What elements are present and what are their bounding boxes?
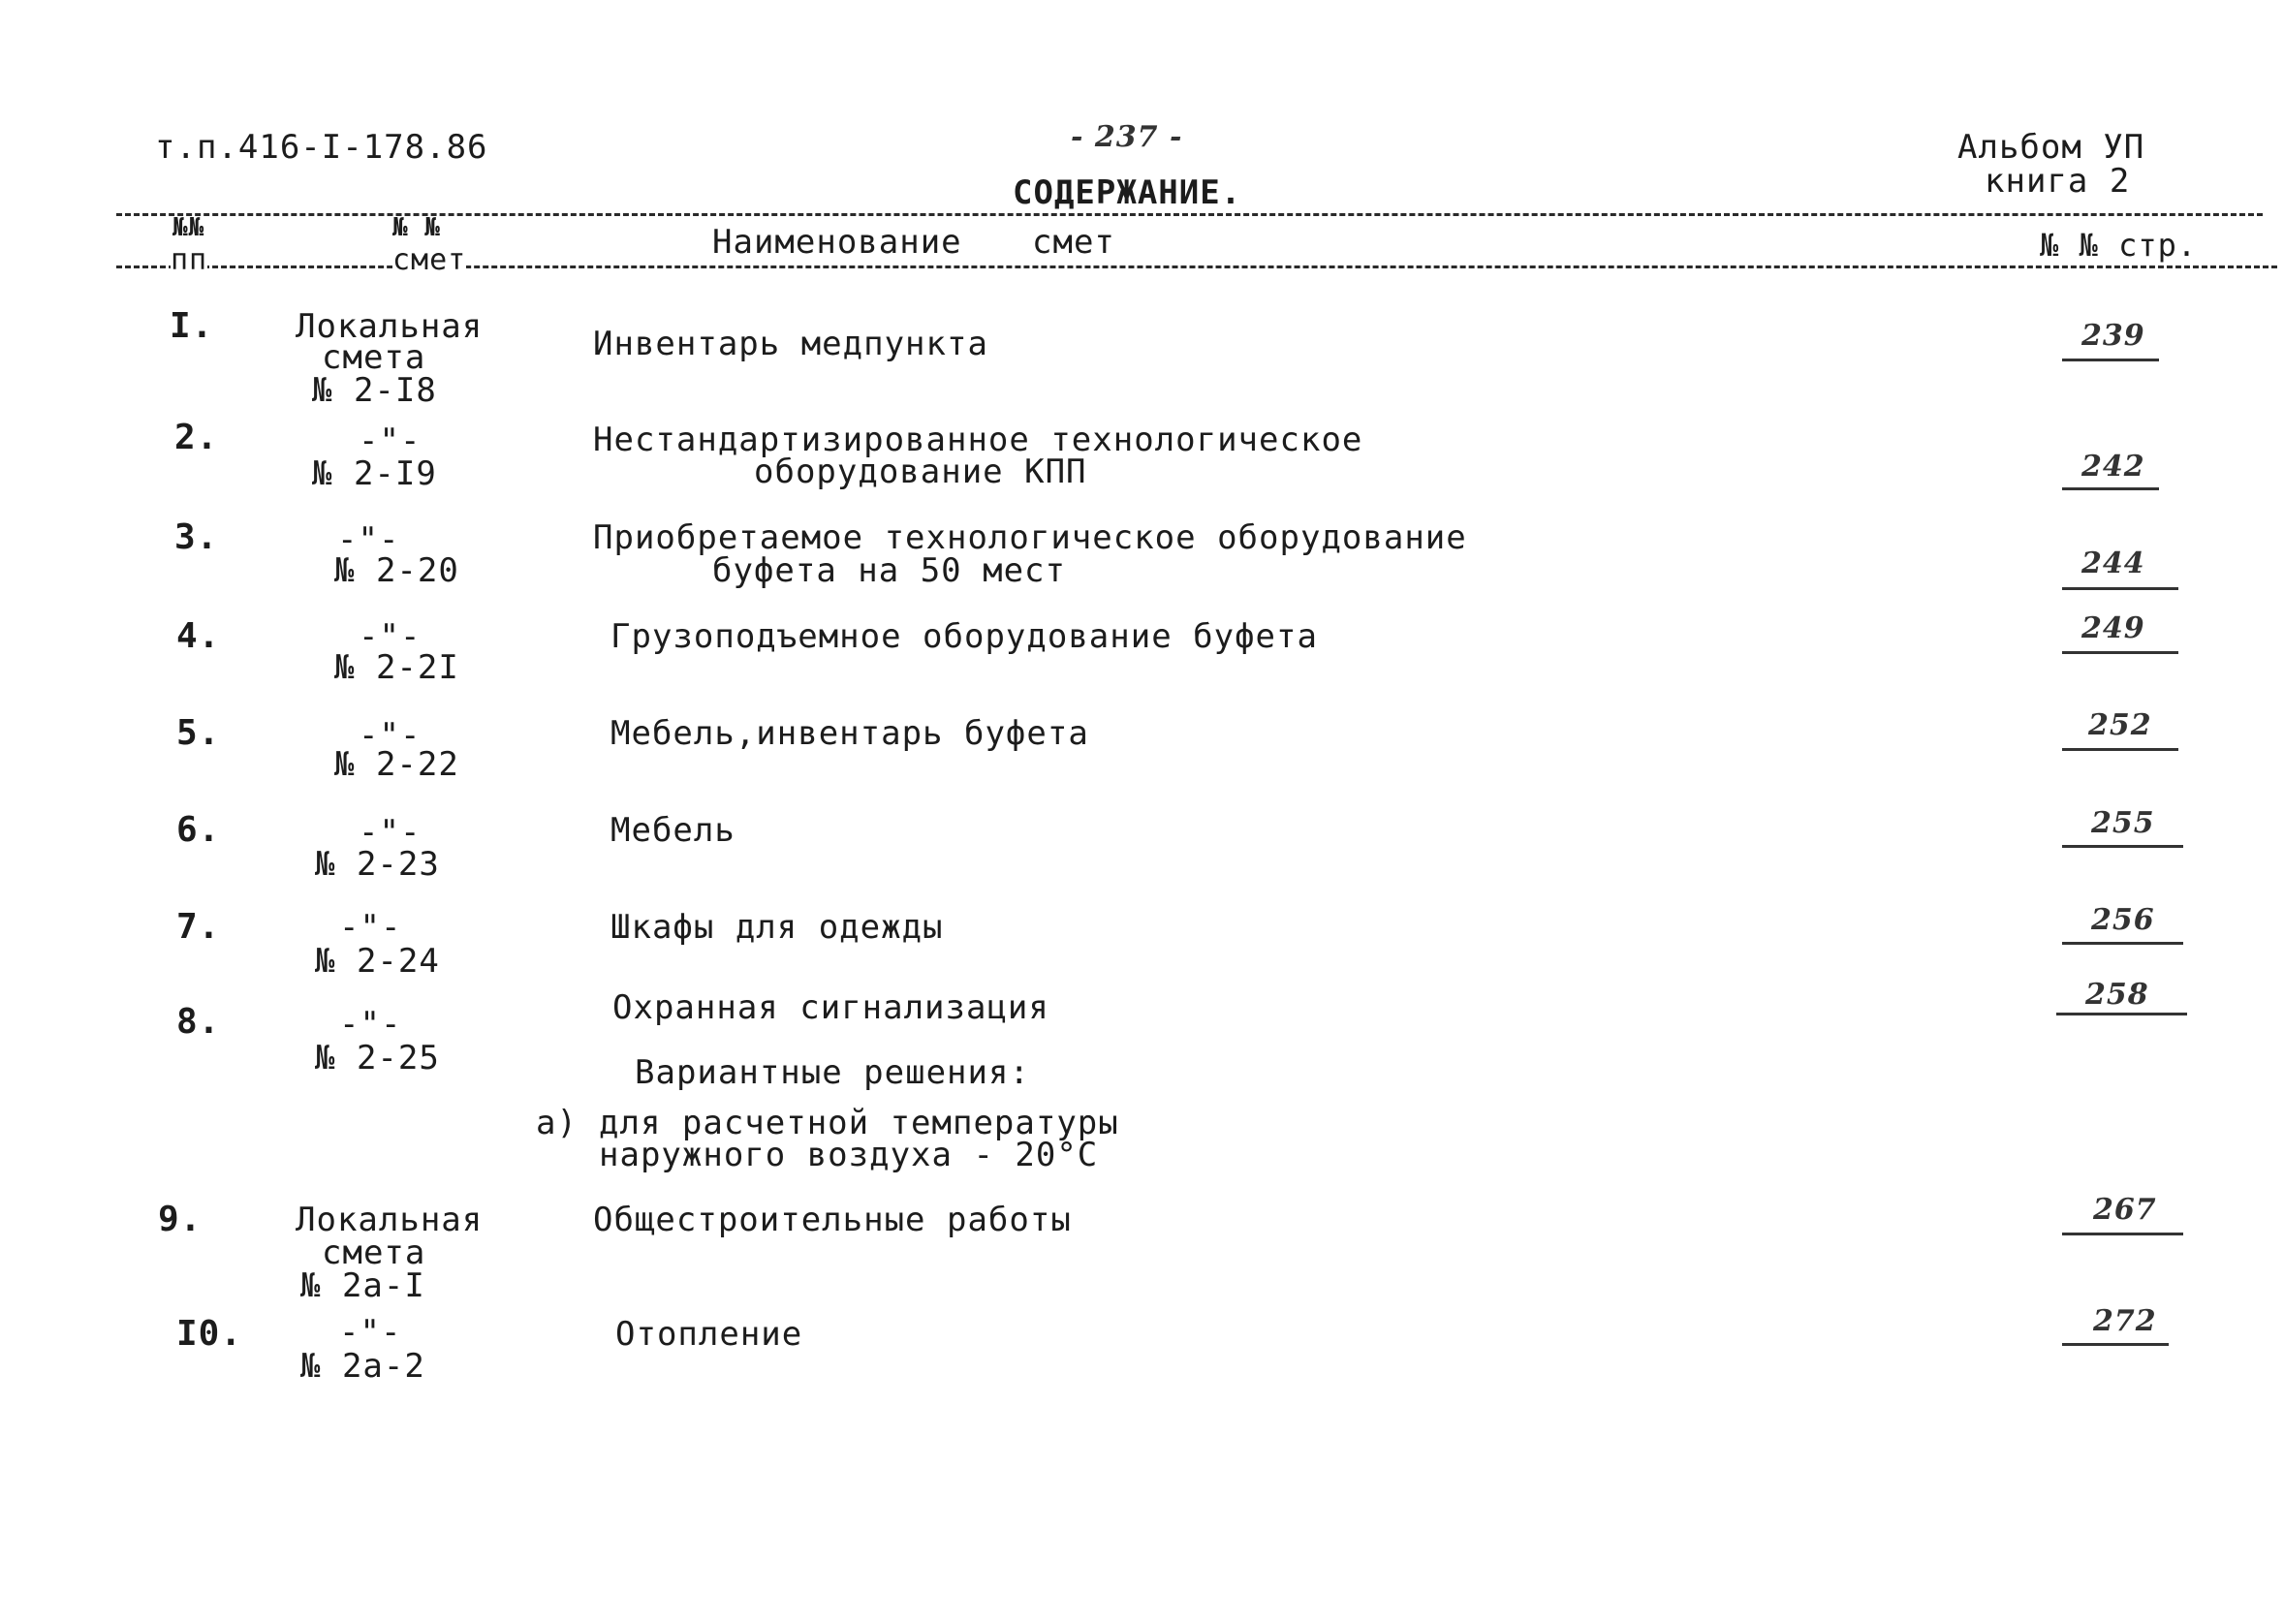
row-number: 2. <box>174 418 219 457</box>
row-number: 7. <box>176 907 221 947</box>
row-number: 9. <box>158 1200 203 1239</box>
row-number: 5. <box>176 713 221 753</box>
page-ref: 252 <box>2088 708 2152 742</box>
page-ref: 258 <box>2085 978 2149 1012</box>
col-page-label: № № стр. <box>2040 227 2198 264</box>
smeta-number: № 2-I8 <box>312 371 437 410</box>
item-name: Мебель,инвентарь буфета <box>610 714 1089 753</box>
col-num-label-top: №№ <box>172 213 205 242</box>
page-ref-underline <box>2062 651 2178 654</box>
document-title: СОДЕРЖАНИЕ. <box>1013 173 1242 212</box>
variant-marker: а) <box>536 1104 578 1142</box>
item-name: Шкафы для одежды <box>610 908 944 947</box>
smeta-number: № 2-2I <box>334 648 459 687</box>
smeta-number: № 2-I9 <box>312 454 437 493</box>
page-number: - 237 - <box>1071 120 1183 154</box>
page-ref: 242 <box>2081 450 2145 484</box>
page-ref: 255 <box>2091 806 2155 840</box>
item-name-cont: буфета на 50 мест <box>712 551 1066 590</box>
smeta-ditto: -"- <box>339 1313 402 1352</box>
smeta-ditto: -"- <box>359 617 422 656</box>
smeta-number: № 2-25 <box>315 1039 440 1077</box>
smeta-number: № 2-23 <box>315 845 440 884</box>
item-name: Отопление <box>615 1315 803 1354</box>
smeta-line: Локальная <box>296 1201 484 1239</box>
item-name: Охранная сигнализация <box>612 988 1049 1027</box>
smeta-line: смета <box>322 1234 426 1272</box>
page-ref: 272 <box>2093 1304 2157 1338</box>
page-ref-underline <box>2062 587 2178 590</box>
smeta-ditto: -"- <box>339 908 402 947</box>
item-name: Общестроительные работы <box>593 1201 1072 1239</box>
item-name: Инвентарь медпункта <box>593 325 988 363</box>
book-label: книга 2 <box>1985 162 2131 201</box>
col-smeta-label-top: № № <box>392 213 441 242</box>
col-smeta-label-bottom: смет <box>392 243 467 277</box>
item-name: Грузоподъемное оборудование буфета <box>610 617 1318 656</box>
smeta-line: Локальная <box>296 307 484 346</box>
row-number: 3. <box>174 517 219 557</box>
row-number: I0. <box>176 1314 243 1354</box>
page-ref: 249 <box>2081 611 2145 645</box>
item-name: Приобретаемое технологическое оборудование <box>593 518 1467 557</box>
smeta-ditto: -"- <box>359 716 422 755</box>
smeta-number: № 2-24 <box>315 942 440 981</box>
document-code: т.п.416-I-178.86 <box>155 128 488 167</box>
variant-text-cont: наружного воздуха - 20°С <box>599 1136 1099 1174</box>
album-label: Альбом УП <box>1957 128 2145 167</box>
page-ref-underline <box>2062 1343 2169 1346</box>
smeta-ditto: -"- <box>359 422 422 460</box>
page-ref-underline <box>2062 845 2183 848</box>
item-name-cont: оборудование КПП <box>754 453 1087 491</box>
page-ref: 244 <box>2081 547 2145 580</box>
col-name-label-2: смет <box>1032 223 1115 262</box>
page-ref-underline <box>2062 359 2159 361</box>
smeta-line: смета <box>322 338 426 377</box>
row-number: 6. <box>176 810 221 850</box>
row-number: 4. <box>176 616 221 656</box>
col-name-label: Наименование <box>712 223 962 262</box>
item-name: Нестандартизированное технологическое <box>593 421 1363 459</box>
smeta-number: № 2-20 <box>334 551 459 590</box>
row-number: I. <box>170 306 214 346</box>
smeta-number: № 2а-I <box>300 1266 425 1305</box>
smeta-number: № 2-22 <box>334 745 459 784</box>
smeta-number: № 2а-2 <box>300 1347 425 1386</box>
page-ref-underline <box>2062 748 2178 751</box>
smeta-ditto: -"- <box>337 520 400 559</box>
variant-heading: Вариантные решения: <box>635 1053 1030 1092</box>
page-ref: 256 <box>2091 903 2155 937</box>
variant-text: для расчетной температуры <box>599 1104 1119 1142</box>
page-ref: 267 <box>2093 1193 2157 1227</box>
item-name: Мебель <box>610 811 735 850</box>
page-ref: 239 <box>2081 319 2145 353</box>
page-ref-underline <box>2062 942 2183 945</box>
smeta-ditto: -"- <box>339 1005 402 1044</box>
col-num-label-bottom: пп <box>171 243 208 277</box>
row-number: 8. <box>176 1002 221 1042</box>
page-ref-underline <box>2056 1013 2187 1015</box>
smeta-ditto: -"- <box>359 813 422 852</box>
page-ref-underline <box>2062 487 2159 490</box>
page-ref-underline <box>2062 1233 2183 1235</box>
